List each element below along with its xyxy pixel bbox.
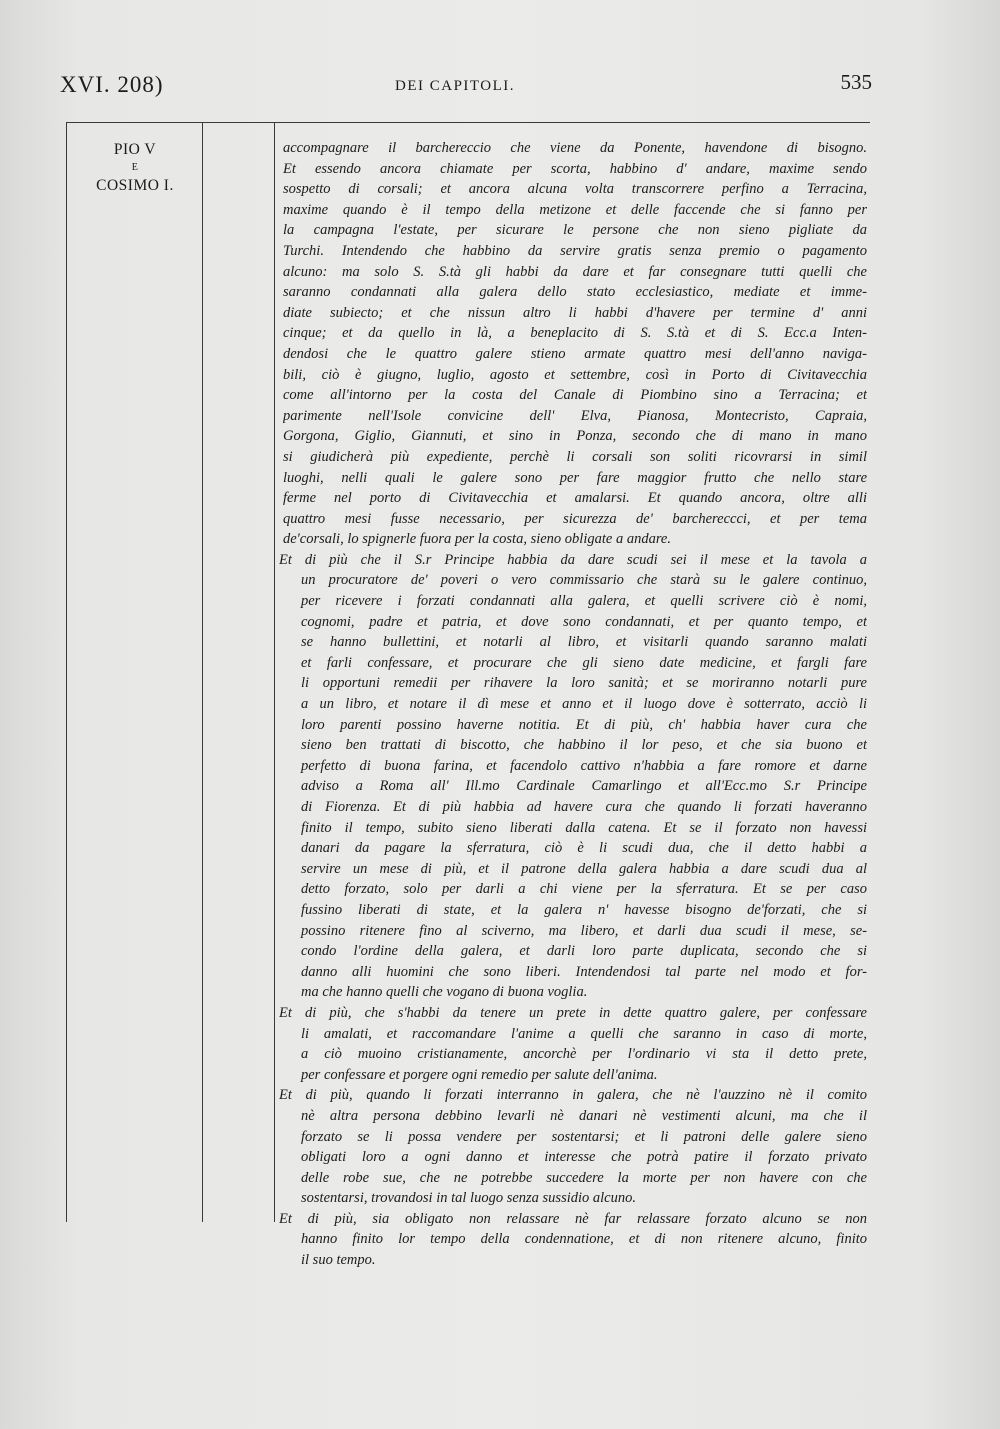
- section-reference: XVI. 208): [60, 72, 164, 97]
- left-border-rule: [66, 122, 67, 1222]
- text-line: ferme nel porto di Civitavecchia et amalarsi. Et quando ancora, oltre alli: [283, 490, 867, 507]
- text-line: de'corsali, lo spignerle fuora per la costa, sieno obligate a andare.: [283, 531, 671, 548]
- text-line: adviso a Roma all' Ill.mo Cardinale Camarlingo et all'Ecc.mo S.r Principe: [301, 778, 867, 795]
- text-line: li opportuni remedii per rihavere la loro sanità; et se moriranno notarli pure: [301, 675, 867, 692]
- text-line: si giudicherà più expediente, perchè li corsali son soliti ricovrarsi in simil: [283, 448, 867, 465]
- text-line: un procuratore de' poveri o vero commissario che starà su le galere continuo,: [301, 572, 867, 589]
- text-line: maxime quando è il tempo della metizone et delle faccende che si fanno per: [283, 201, 867, 218]
- text-line: a ciò muoino cristianamente, ancorchè per l'ordinario vi sta il detto prete,: [301, 1046, 867, 1063]
- top-rule: [66, 122, 870, 123]
- page-number: 535: [840, 70, 872, 94]
- text-line: condo l'ordine della galera, et darli loro parte duplicata, secondo che si: [301, 943, 867, 960]
- margin-note-duke: COSIMO I.: [96, 177, 174, 194]
- text-line: saranno condannati alla galera dello stato ecclesiastico, mediate et imme-: [283, 284, 867, 301]
- text-line: dendosi che le quattro galere stieno armate quattro mesi dell'anno naviga-: [283, 345, 867, 362]
- text-line: come all'intorno per la costa del Canale di Piombino sino a Terracina; et: [283, 387, 867, 404]
- paragraph: [279, 1209, 867, 1271]
- text-line: sostentarsi, trovandosi in tal luogo senza sussidio alcuno.: [301, 1190, 636, 1207]
- text-line: perfetto di buona farina, et facendolo cattivo n'habbia a fare romore et darne: [301, 757, 867, 774]
- margin-note: [70, 140, 200, 196]
- text-line: parimente nell'Isole convicine dell' Elva, Pianosa, Montecristo, Capraia,: [283, 407, 867, 424]
- text-line: danari da pagare la sferratura, ciò è li scudi dua, che il detto habbi a: [301, 840, 867, 857]
- text-line: Gorgona, Giglio, Giannuti, et sino in Ponza, secondo che di mano in mano: [283, 428, 867, 445]
- text-line: forzato se li possa vendere per sostentarsi; et li patroni delle galere sieno: [301, 1128, 867, 1145]
- text-line: possino ritenere fino al sciverno, ma libero, et darli dua scudi il mese, se-: [301, 922, 867, 939]
- text-line: danno alli huomini che sono liberi. Intendendosi tal parte nel modo et for-: [301, 963, 867, 980]
- column-rule-1: [202, 122, 203, 1222]
- text-line: ma che hanno quelli che vogano di buona voglia.: [301, 984, 588, 1001]
- text-line: finito il tempo, subito sieno liberati dalla catena. Et se il forzato non havessi: [301, 819, 867, 836]
- text-line: sospetto di corsali; et ancora alcuna volta transcorrere perfino a Terracina,: [283, 181, 867, 198]
- text-line: se hanno bullettini, et notarli al libro, et visitarli quando saranno malati: [301, 634, 867, 651]
- text-line: alcuno: ma solo S. S.tà gli habbi da dare et far consegnare tutti quelli che: [283, 263, 867, 280]
- text-line: delle robe sue, che ne potrebbe succedere la morte per non havere con che: [301, 1169, 867, 1186]
- text-line: il suo tempo.: [301, 1252, 376, 1269]
- text-line: a un libro, et notare il dì mese et anno et il luogo dove è sotterrato, acciò li: [301, 696, 867, 713]
- text-line: sieno ben trattati di biscotto, che habbino il lor peso, et che sia buono et: [301, 737, 867, 754]
- paragraph: [279, 550, 867, 1003]
- text-line: accompagnare il barchereccio che viene da Ponente, havendone di bisogno.: [283, 140, 867, 156]
- text-line: la campagna l'estate, per sicurare le persone che non sieno pigliate da: [283, 222, 867, 239]
- document-body: [279, 138, 867, 1271]
- paragraph: [283, 138, 867, 550]
- text-line: obligati loro a ogni danno et interesse che potrà patire il forzato privato: [301, 1149, 867, 1166]
- margin-note-pope: PIO V: [113, 141, 157, 158]
- text-line: et farli confessare, et procurare che gli sieno date medicine, et fargli fare: [301, 654, 867, 671]
- text-line: li amalati, et raccomandare l'anime a quelli che saranno in caso di morte,: [301, 1025, 867, 1042]
- text-line: cinque; et da quello in là, a beneplacito di S. S.tà et di S. Ecc.a Inten-: [283, 325, 867, 342]
- text-line: Et essendo ancora chiamate per scorta, habbino d' andare, maxime sendo: [283, 160, 867, 177]
- text-line: Et di più, che s'habbi da tenere un prete in dette quattro galere, per confessare: [279, 1004, 867, 1021]
- text-line: servire un mese di più, et il patrone della galera habbia a dare scudi dua al: [301, 860, 867, 877]
- text-line: loro parenti possino haverne notitia. Et di più, ch' habbia haver cura che: [301, 716, 867, 733]
- text-line: nè altra persona debbino levarli nè danari nè vestimenti alcuni, ma che il: [301, 1107, 867, 1124]
- text-line: fussino liberati di state, et la galera n' havesse bisogno de'forzati, che si: [301, 901, 867, 918]
- text-line: Et di più che il S.r Principe habbia da dare scudi sei il mese et la tavola a: [279, 551, 867, 568]
- margin-note-conjunction: E: [131, 162, 139, 173]
- text-line: di Fiorenza. Et di più habbia ad havere cura che quando li forzati haveranno: [301, 799, 867, 815]
- text-line: quattro mesi fusse necessario, per sicurezza de' barchereccci, et per tema: [283, 510, 867, 527]
- text-line: Turchi. Intendendo che habbino da servire gratis senza premio o pagamento: [283, 242, 867, 259]
- text-line: luoghi, nelli quali le galere sono per fare maggior frutto che nello stare: [283, 469, 867, 486]
- column-rule-2: [274, 122, 275, 1222]
- text-line: Et di più, quando li forzati interranno in galera, che nè l'auzzino nè il comito: [279, 1087, 867, 1104]
- text-line: hanno finito lor tempo della condennatione, et di non ritenere alcuno, finito: [301, 1231, 867, 1248]
- text-line: per ricevere i forzati condannati alla galera, et quelli scrivere ciò è nomi,: [301, 593, 867, 610]
- running-header: [60, 70, 870, 100]
- text-line: cognomi, padre et patria, et dove sono condannati, et per quanto tempo, et: [301, 613, 867, 630]
- text-line: per confessare et porgere ogni remedio per salute dell'anima.: [301, 1066, 658, 1083]
- text-line: detto forzato, solo per darli a chi viene per la sferratura. Et se per caso: [301, 881, 867, 898]
- paragraph: [279, 1085, 867, 1209]
- running-title: DEI CAPITOLI.: [395, 78, 516, 94]
- text-line: Et di più, sia obligato non relassare nè far relassare forzato alcuno se non: [279, 1210, 867, 1227]
- text-line: diate subiecto; et che nissun altro li habbi d'havere per termine d' anni: [283, 304, 867, 321]
- text-line: bili, ciò è giugno, luglio, agosto et settembre, così in Porto di Civitavecchia: [283, 366, 867, 383]
- paragraph: [279, 1003, 867, 1085]
